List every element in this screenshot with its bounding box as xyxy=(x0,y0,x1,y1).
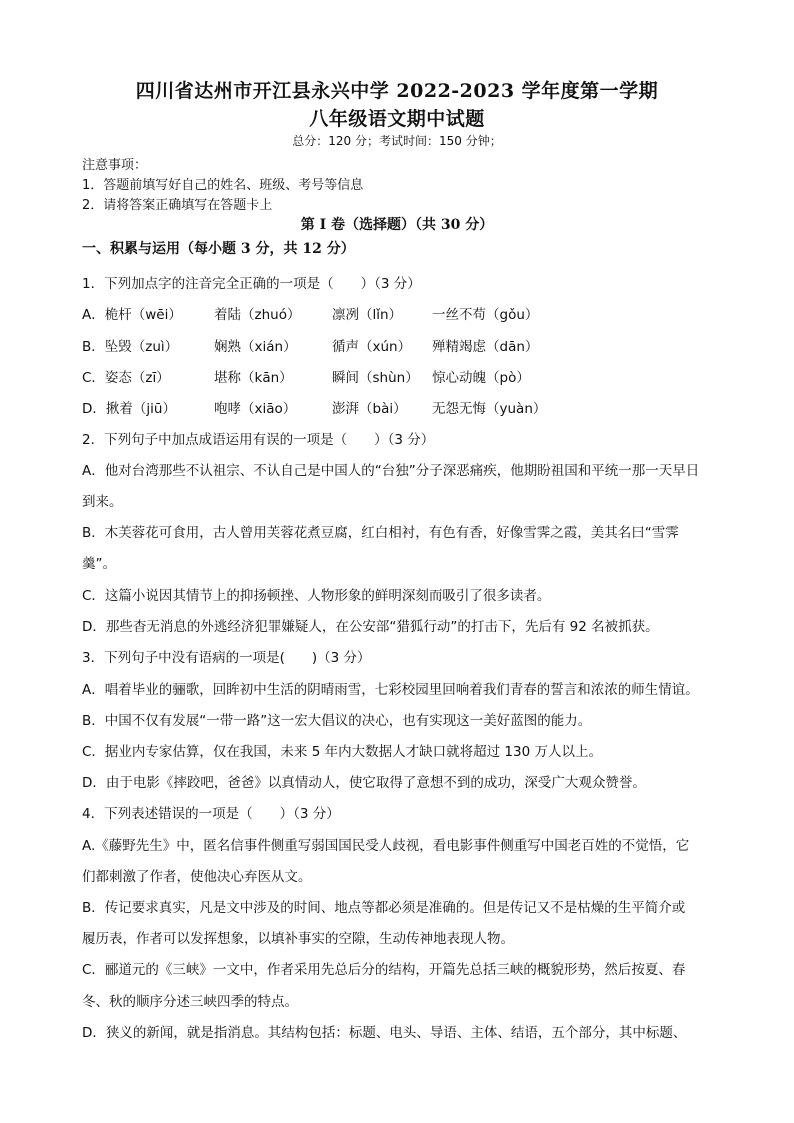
option-line: B．中国不仅有发展“一带一路”这一宏大倡议的决心，也有实现这一美好蓝图的能力。 xyxy=(82,713,592,729)
question-stem: 2．下列句子中加点成语运用有误的一项是（ ）（3 分） xyxy=(82,432,435,448)
option-line: C．这篇小说因其情节上的抑扬顿挫、人物形象的鲜明深刻而吸引了很多读者。 xyxy=(82,588,551,604)
option-b-word3: 循声（xún） xyxy=(332,339,412,355)
option-b-word4: 殚精竭虑（dān） xyxy=(432,339,539,355)
option-c-word3: 瞬间（shùn） xyxy=(332,370,419,386)
exam-title-line1: 四川省达州市开江县永兴中学 2022-2023 学年度第一学期 xyxy=(135,80,659,102)
option-c-word2: 堪称（kān） xyxy=(214,370,293,386)
option-line: 到来。 xyxy=(82,494,123,510)
option-a-word2: 着陆（zhuó） xyxy=(214,307,301,323)
option-line: A．他对台湾那些不认祖宗、不认自己是中国人的“台独”分子深恶痛疾，他期盼祖国和平统一那一天早日 xyxy=(82,463,700,479)
option-line: B．木芙蓉花可食用，古人曾用芙蓉花煮豆腐，红白相衬，有色有香，好像雪霁之霞，美其名曰“雪霁 xyxy=(82,525,679,541)
exam-title-line2: 八年级语文期中试题 xyxy=(309,108,485,130)
option-line: C．据业内专家估算，仅在我国，未来 5 年内大数据人才缺口就将超过 130 万人以上。 xyxy=(82,744,602,760)
option-line: D．狭义的新闻，就是指消息。其结构包括：标题、电头、导语、主体、结语，五个部分，其中标题、 xyxy=(82,1025,687,1041)
question-stem: 1．下列加点字的注音完全正确的一项是（ ）（3 分） xyxy=(82,276,421,292)
option-line: A.《藤野先生》中，匿名信事件侧重写弱国国民受人歧视，看电影事件侧重写中国老百姓的不觉悟，它 xyxy=(82,838,690,854)
option-b-word1: B．坠毁（zuì） xyxy=(82,339,179,355)
option-d-word3: 澎湃（bài） xyxy=(332,401,407,417)
option-row xyxy=(82,397,722,417)
option-row xyxy=(82,335,722,355)
option-d-word1: D．揪着（jiū） xyxy=(82,401,176,417)
option-d-word4: 无怨无悔（yuàn） xyxy=(432,401,547,417)
option-d-word2: 咆哮（xiāo） xyxy=(214,401,297,417)
option-a-word3: 凛冽（lǐn） xyxy=(332,307,403,323)
option-line: C．郦道元的《三峡》一文中，作者采用先总后分的结构，开篇先总括三峡的概貌形势，然后按夏、春 xyxy=(82,962,686,978)
option-c-word4: 惊心动魄（pò） xyxy=(432,370,530,386)
section-title: 第 I 卷（选择题）（共 30 分） xyxy=(300,217,494,233)
option-line: D．那些杳无消息的外逃经济犯罪嫌疑人，在公安部“猎狐行动”的打击下，先后有 92 名被抓获。 xyxy=(82,619,659,635)
option-line: 羹”。 xyxy=(82,556,116,572)
score-info: 总分：120 分；考试时间：150 分钟； xyxy=(292,134,502,148)
option-b-word2: 娴熟（xián） xyxy=(214,339,297,355)
option-a-word4: 一丝不苟（gǒu） xyxy=(432,307,539,323)
option-line: 们都刺激了作者，使他决心弃医从文。 xyxy=(82,869,312,885)
option-row xyxy=(82,366,722,386)
question-stem: 4．下列表述错误的一项是（ ）（3 分） xyxy=(82,806,340,822)
option-c-word1: C．姿态（zī） xyxy=(82,370,170,386)
option-row xyxy=(82,303,722,323)
option-line: 履历表，作者可以发挥想象，以填补事实的空隙，生动传神地表现人物。 xyxy=(82,931,514,947)
option-line: D．由于电影《摔跤吧，爸爸》以真情动人，使它取得了意想不到的成功，深受广大观众赞誉。 xyxy=(82,775,646,791)
part-title: 一、积累与运用（每小题 3 分，共 12 分） xyxy=(82,241,355,257)
option-line: 冬、秋的顺序分述三峡四季的特点。 xyxy=(82,994,298,1010)
option-line: B．传记要求真实，凡是文中涉及的时间、地点等都必须是准确的。但是传记又不是枯燥的生平简介或 xyxy=(82,900,686,916)
note-item: 2．请将答案正确填写在答题卡上 xyxy=(82,198,273,213)
option-a-word1: A．桅杆（wēi） xyxy=(82,307,182,323)
option-line: A．唱着毕业的骊歌，回眸初中生活的阴晴雨雪，七彩校园里回响着我们青春的誓言和浓浓的师生情谊。 xyxy=(82,682,699,698)
note-item: 1．答题前填写好自己的姓名、班级、考号等信息 xyxy=(82,178,364,193)
notes-heading: 注意事项： xyxy=(82,158,148,173)
question-stem: 3．下列句子中没有语病的一项是( )（3 分） xyxy=(82,650,371,666)
